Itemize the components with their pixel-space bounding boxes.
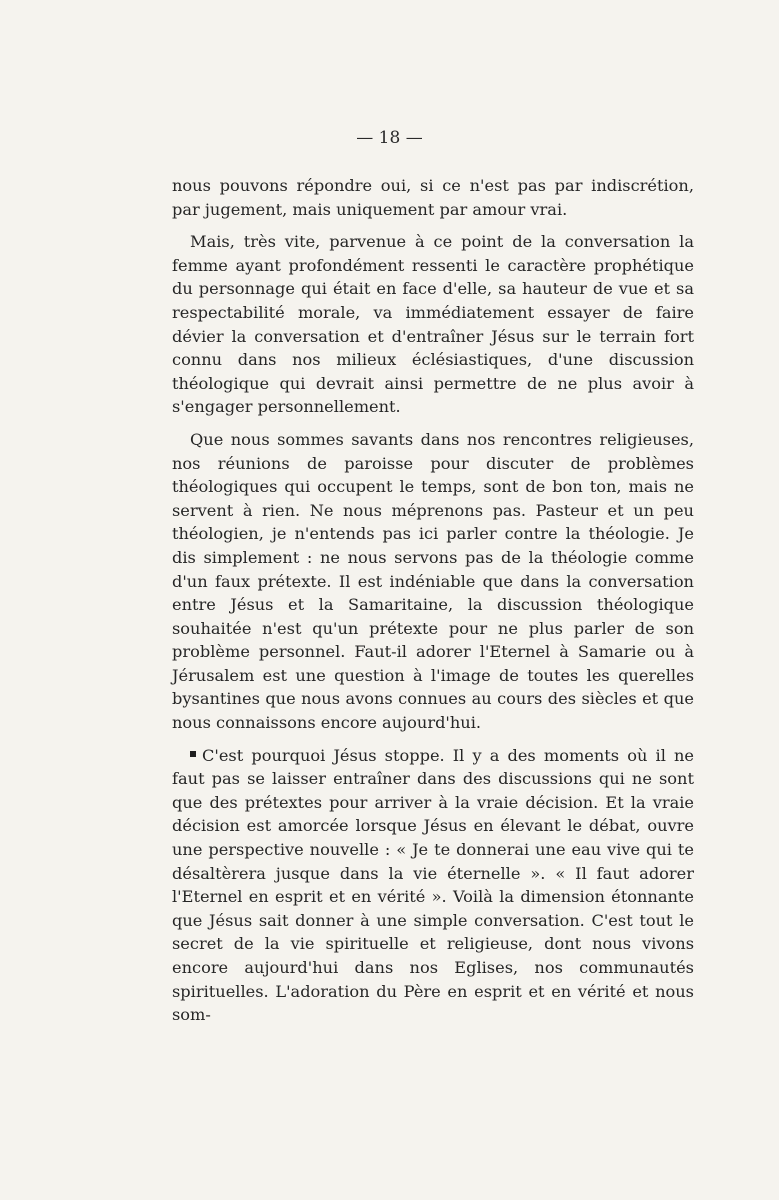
paragraph-3: Que nous sommes savants dans nos rencontres religieuses, nos réunions de paroisse pour discuter de problèmes théologiques qui occupent le temps, sont de bon ton, mais ne servent à rien. Ne nous méprenons pas. Pasteur et un peu théologien, je n'entends pas ici parler contre la théologie. Je dis simplement : ne nous servons pas de la théologie comme d'un faux prétexte. Il est indéniable que dans la conversation entre Jésus et la Samaritaine, la discussion théologique souhaitée n'est qu'un prétexte pour ne plus parler de son problème personnel. Faut-il adorer l'Eternel à Samarie ou à Jérusalem est une question à l'image de toutes les querelles bysantines que nous avons connues au cours des siècles et que nous connaissons encore aujourd'hui. <box>172 429 694 733</box>
body-text <box>172 174 694 1036</box>
paragraph-4-text: C'est pourquoi Jésus stoppe. Il y a des moments où il ne faut pas se laisser entraîner dans des discussions qui ne sont que des prétextes pour arriver à la vraie décision. Et la vraie décision est amorcée lorsque Jésus en élevant le débat, ouvre une perspective nouvelle : « Je te donnerai une eau vive qui te désaltèrera jusque dans la vie éternelle ». « Il faut adorer l'Eternel en esprit et en vérité ». Voilà la dimension étonnante que Jésus sait donner à une simple conversation. C'est tout le secret de la vie spirituelle et religieuse, dont nous vivons encore aujourd'hui dans nos Eglises, nos communautés spirituelles. L'adoration du Père en esprit et en vérité et nous som- <box>172 745 694 1025</box>
paragraph-2: Mais, très vite, parvenue à ce point de la conversation la femme ayant profondément ressenti le caractère prophétique du personnage qui était en face d'elle, sa hauteur de vue et sa respectabilité morale, va immédiatement essayer de faire dévier la conversation et d'entraîner Jésus sur le terrain fort connu dans nos milieux éclésiastiques, d'une discussion théologique qui devrait ainsi permettre de ne plus avoir à s'engager personnellement. <box>172 232 694 417</box>
page-number: — 18 — <box>356 128 423 148</box>
paragraph-4 <box>172 744 694 1027</box>
paragraph-1: nous pouvons répondre oui, si ce n'est pas par indiscrétion, par jugement, mais uniquement par amour vrai. <box>172 176 694 219</box>
square-bullet-icon <box>190 751 196 757</box>
